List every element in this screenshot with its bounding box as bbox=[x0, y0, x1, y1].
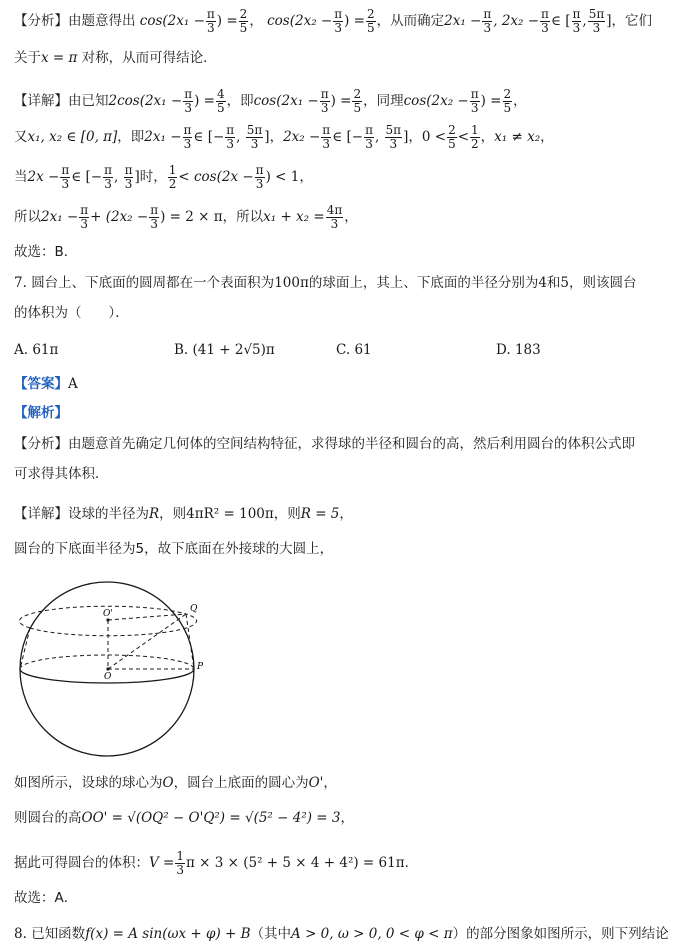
lower-base-back bbox=[20, 655, 194, 669]
q8-stem: 8. 已知函数f(x) = A sin(ωx + φ) + B（其中A > 0, ω > 0, 0 < φ < π）的部分图象如图所示，则下列结论 bbox=[14, 926, 669, 942]
answer-q6: 故选：B． bbox=[14, 244, 78, 260]
option-b: B. (41 + 2√5)π bbox=[174, 342, 275, 358]
label-q: Q bbox=[190, 604, 198, 614]
analysis-line-2: 关于x = π 对称，从而可得结论． bbox=[14, 50, 217, 66]
label-o: O bbox=[104, 672, 112, 682]
option-c: C. 61 bbox=[336, 342, 372, 358]
q7-final-answer: 故选：A． bbox=[14, 890, 78, 906]
q7-stem-line-2: 的体积为（ ）． bbox=[14, 305, 129, 321]
segment-oq bbox=[108, 614, 186, 669]
analysis-line-1: 【分析】由题意得出 cos(2x₁ − $\frac{\pi}{3}$ ) = $\frac{2}{5}$ ， cos(2x₂ − $\frac{\pi}{3}$ ) = $\frac{2}{5}$ ，从而确定2x₁ − $\frac{\pi}{3}$ , 2x₂ − $\frac{\pi}{3}$ ∈ [ $\frac{\pi}{3}$ , $\frac{5\pi}{3}$ ]，它们 bbox=[14, 7, 652, 35]
sphere-frustum-figure bbox=[12, 574, 212, 764]
q7-detail-line-1: 【详解】设球的半径为R，则4πR² = 100π，则R = 5， bbox=[14, 506, 353, 522]
detail-line-4: 所以2x₁ − $\frac{\pi}{3}$ + (2x₂ − $\frac{\pi}{3}$ ) = 2 × π，所以x₁ + x₂ = $\frac{4\pi}{3}$ ， bbox=[14, 203, 358, 231]
q7-detail-line-2: 圆台的下底面半径为5，故下底面在外接球的大圆上， bbox=[14, 541, 334, 557]
option-d: D. 183 bbox=[496, 342, 541, 358]
detail-line-1: 【详解】由已知2cos(2x₁ − $\frac{\pi}{3}$ ) = $\frac{4}{5}$ ，即cos(2x₁ − $\frac{\pi}{3}$ ) = $\frac{2}{5}$ ，同理cos(2x₂ − $\frac{\pi}{3}$ ) = $\frac{2}{5}$ ， bbox=[14, 87, 527, 115]
frustum-left-side bbox=[20, 628, 30, 669]
detail-tag: 【详解】 bbox=[14, 93, 68, 109]
q7-detail-line-4: 则圆台的高OO' = √(OQ² − O'Q²) = √(5² − 4²) = 3， bbox=[14, 810, 354, 826]
detail-line-2: 又x₁, x₂ ∈ [0, π]，即2x₁ − $\frac{\pi}{3}$ ∈ [− $\frac{\pi}{3}$ , $\frac{5\pi}{3}$ ]，2x₂ − $\frac{\pi}{3}$ ∈ [− $\frac{\pi}{3}$ , $\frac{5\pi}{3}$ ]，0 < $\frac{2}{5}$ < $\frac{1}{2}$ ，x₁ ≠ x₂， bbox=[14, 123, 554, 151]
q7-fenxi-line-2: 可求得其体积． bbox=[14, 466, 109, 482]
q7-detail-line-5: 据此可得圆台的体积：V = $\frac{1}{3}$ π × 3 × (5² + 5 × 4 + 4²) = 61π． bbox=[14, 849, 419, 877]
label-p: P bbox=[197, 662, 204, 672]
q7-answer: 【答案】A bbox=[14, 376, 78, 392]
q7-fenxi-line-1: 【分析】由题意首先确定几何体的空间结构特征，求得球的半径和圆台的高，然后利用圆台的体积公式即 bbox=[14, 436, 635, 452]
q7-jiexi bbox=[14, 403, 681, 423]
option-a: A. 61π bbox=[14, 342, 59, 358]
detail-line-3: 当2x − $\frac{\pi}{3}$ ∈ [− $\frac{\pi}{3}$ , $\frac{\pi}{3}$ ]时， $\frac{1}{2}$ < cos(2x − $\frac{\pi}{3}$ ) < 1， bbox=[14, 163, 313, 191]
answer-tag: 【答案】 bbox=[14, 376, 68, 392]
q7-detail-line-3: 如图所示，设球的球心为O，圆台上底面的圆心为O'， bbox=[14, 775, 337, 791]
jiexi-tag: 【解析】 bbox=[14, 405, 68, 421]
q7-options bbox=[14, 340, 681, 360]
segment-o1q bbox=[108, 614, 186, 620]
analysis-tag: 【分析】 bbox=[14, 13, 68, 29]
upper-base-front bbox=[30, 614, 197, 636]
label-o1: O' bbox=[103, 609, 113, 619]
q7-stem-line-1: 7. 圆台上、下底面的圆周都在一个表面积为100π的球面上，其上、下底面的半径分别为4和5，则该圆台 bbox=[14, 275, 637, 291]
